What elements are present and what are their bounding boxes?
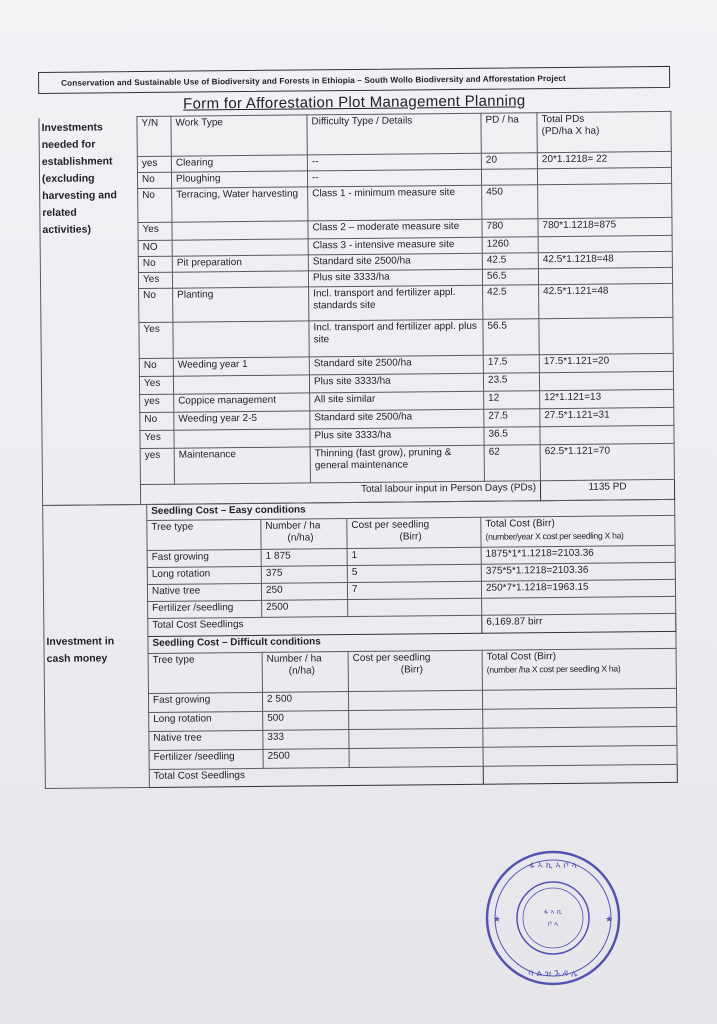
document-page <box>38 66 677 789</box>
cell-pd: 36.5 <box>484 427 540 446</box>
total-pds-sub: (PD/ha X ha) <box>541 125 600 138</box>
difficult-total-value <box>483 764 677 784</box>
cell-total <box>537 167 671 184</box>
easy-header-tree-type: Tree type <box>147 519 261 550</box>
header-line: (n/ha) <box>287 532 314 544</box>
cell-work: Planting <box>173 287 309 322</box>
cell-pd: 1260 <box>482 237 538 254</box>
cell-type: Long rotation <box>149 711 263 731</box>
difficult-conditions-title: Seedling Cost – Difficult conditions <box>148 631 676 653</box>
labour-total-label: Total labour input in Person Days (PDs) <box>140 481 540 505</box>
cell-total: 250*7*1.1218=1963.15 <box>481 579 675 598</box>
cell-pd: 17.5 <box>483 355 539 374</box>
cell-pd: 27.5 <box>484 409 540 428</box>
cell-detail: Incl. transport and fertilizer appl. plus site <box>309 319 483 357</box>
cell-pd: 20 <box>481 153 537 170</box>
cash-label-line: cash money <box>46 652 108 665</box>
header-pd-ha: PD / ha <box>481 113 537 154</box>
cell-total <box>540 425 674 444</box>
cell-pd: 780 <box>482 219 538 238</box>
left-label-line: establishment <box>41 154 113 168</box>
cell-work <box>173 375 309 394</box>
cell-total <box>539 317 673 354</box>
cell-total <box>482 596 676 615</box>
cell-work: Ploughing <box>171 171 307 188</box>
cell-pd: 62 <box>484 445 540 482</box>
header-total-pds <box>537 111 671 152</box>
cell-work: Coppice management <box>174 393 310 412</box>
header-work-type: Work Type <box>171 115 307 156</box>
difficult-header-total <box>482 648 676 690</box>
cell-cost <box>348 598 482 616</box>
header-line: Total Cost (Birr) <box>485 518 555 530</box>
project-title: Conservation and Sustainable Use of Biodiversity and Forests in Ethiopia – South Wollo Biodiversity and Afforestation Project <box>61 73 566 88</box>
cell-total <box>482 688 676 709</box>
cell-yn: No <box>140 412 174 430</box>
cell-pd <box>481 169 537 186</box>
cell-number: 333 <box>263 730 349 750</box>
cell-detail: Class 1 - minimum measure site <box>308 185 482 221</box>
cell-pd: 56.5 <box>482 269 538 286</box>
cell-yn: yes <box>140 394 174 412</box>
cell-work <box>172 221 308 240</box>
svg-text:ቦ ላ: ቦ ላ <box>547 920 559 928</box>
labour-table <box>38 111 675 506</box>
cell-detail: All site similar <box>310 391 484 411</box>
cell-number: 2500 <box>263 749 349 769</box>
cell-work <box>174 429 310 448</box>
cell-detail: Standard site 2500/ha <box>310 409 484 429</box>
header-line: Cost per seedling <box>351 519 430 532</box>
left-label-line: activities) <box>42 222 92 236</box>
header-line: (number/year X cost per seedling X ha) <box>485 530 624 542</box>
header-line: (Birr) <box>400 664 424 676</box>
cell-yn: NO <box>138 240 172 256</box>
cell-number: 1 875 <box>261 549 347 567</box>
cell-detail: Plus site 3333/ha <box>309 373 483 393</box>
cell-cost: 5 <box>347 564 481 582</box>
cell-total <box>483 707 677 728</box>
cell-work: Terracing, Water harvesting <box>172 187 308 222</box>
cell-pd: 450 <box>482 185 538 220</box>
cell-total <box>483 726 677 747</box>
difficult-header-number <box>262 652 348 693</box>
cell-number: 2 500 <box>262 692 348 712</box>
left-label-line: related <box>42 206 77 219</box>
left-label-line: needed for <box>41 137 96 151</box>
header-yn: Y/N <box>137 116 171 156</box>
cell-pd: 23.5 <box>483 373 539 392</box>
cell-pd: 42.5 <box>482 253 538 270</box>
cell-total <box>483 745 677 766</box>
header-line: (Birr) <box>399 531 422 543</box>
cell-type: Native tree <box>149 730 263 750</box>
cell-type: Fertilizer /seedling <box>148 600 262 618</box>
cell-yn: Yes <box>140 430 174 448</box>
investments-label <box>39 117 141 506</box>
cell-detail: Class 2 – moderate measure site <box>308 219 482 239</box>
cell-yn: No <box>139 358 173 376</box>
svg-text:ባ ል ዝ ጉ ዳ ሌ: ባ ል ዝ ጉ ዳ ሌ <box>528 969 578 979</box>
cell-detail: Plus site 3333/ha <box>310 427 484 447</box>
cell-cost: 1 <box>347 547 481 565</box>
cell-work: Maintenance <box>174 447 310 484</box>
cell-yn: Yes <box>138 272 172 288</box>
cell-total: 780*1.1218=875 <box>538 217 672 236</box>
cell-work <box>172 271 308 288</box>
cell-total <box>538 267 672 284</box>
left-label-line: Investments <box>41 120 103 134</box>
left-label-line: harvesting and <box>42 188 117 202</box>
cell-total: 12*1.121=13 <box>540 389 674 408</box>
cell-type: Long rotation <box>147 566 261 584</box>
cell-type: Native tree <box>147 583 261 601</box>
easy-header-total <box>481 515 675 547</box>
cell-total: 1875*1*1.1218=2103.36 <box>481 545 675 564</box>
svg-text:★: ★ <box>605 915 614 925</box>
cell-total: 42.5*1.121=48 <box>539 283 673 318</box>
cell-yn: yes <box>140 448 174 484</box>
cell-detail: Standard site 2500/ha <box>309 355 483 375</box>
cell-yn: No <box>139 288 173 322</box>
header-line: (n/ha) <box>288 665 315 677</box>
cell-work: Weeding year 2-5 <box>174 411 310 430</box>
cell-detail: -- <box>307 153 481 171</box>
cell-yn: Yes <box>139 376 173 394</box>
svg-text:ፋ ኣ ኪ ኣ ቦ ላ: ፋ ኣ ኪ ኣ ቦ ላ <box>529 861 577 871</box>
labour-total-value: 1135 PD <box>540 479 674 500</box>
left-label-line: (excluding <box>41 171 95 185</box>
cell-cost <box>349 728 483 748</box>
cell-work: Weeding year 1 <box>173 357 309 376</box>
svg-text:★: ★ <box>493 915 502 925</box>
cell-detail: Class 3 - intensive measure site <box>308 237 482 255</box>
cell-work: Clearing <box>171 155 307 172</box>
cell-pd: 42.5 <box>483 285 539 320</box>
form-title: Form for Afforestation Plot Management Planning <box>183 92 526 113</box>
cell-total: 27.5*1.121=31 <box>540 407 674 426</box>
cell-yn: Yes <box>139 322 173 358</box>
cell-number: 2500 <box>262 600 348 618</box>
header-line: Number / ha <box>266 653 322 665</box>
cell-detail: Standard site 2500/ha <box>308 253 482 271</box>
cell-pd: 56.5 <box>483 319 539 356</box>
cell-total: 20*1.1218= 22 <box>537 151 671 168</box>
cash-label-line: Investment in <box>46 635 115 648</box>
cell-work <box>172 239 308 256</box>
cell-total <box>538 183 672 218</box>
cell-cost <box>348 690 482 710</box>
cell-yn: No <box>138 256 172 272</box>
cell-yn: Yes <box>138 222 172 240</box>
cell-number: 250 <box>261 583 347 601</box>
header-line: Number / ha <box>265 520 321 532</box>
cell-pd: 12 <box>484 391 540 410</box>
cell-number: 375 <box>261 566 347 584</box>
svg-text:ፋ ኣ ኪ: ፋ ኣ ኪ <box>543 908 563 916</box>
difficult-header-tree-type: Tree type <box>148 652 262 693</box>
cell-cost: 7 <box>347 581 481 599</box>
cell-detail: Plus site 3333/ha <box>308 269 482 287</box>
cell-yn: No <box>137 172 171 188</box>
cell-work <box>173 321 309 358</box>
header-line: Total Cost (Birr) <box>486 651 557 663</box>
cell-work: Pit preparation <box>172 255 308 272</box>
cell-total: 375*5*1.1218=2103.36 <box>481 562 675 581</box>
cell-total: 62.5*1.121=70 <box>540 443 674 480</box>
header-line: (number /ha X cost per seedling X ha) <box>486 663 621 675</box>
easy-header-cost <box>347 517 481 548</box>
cell-yn: yes <box>137 156 171 172</box>
official-seal-stamp <box>483 848 623 988</box>
cell-type: Fast growing <box>147 549 261 567</box>
cell-detail: Incl. transport and fertilizer appl. standards site <box>309 285 483 321</box>
cell-type: Fast growing <box>148 692 262 712</box>
cell-cost <box>349 709 483 729</box>
cell-total: 42.5*1.1218=48 <box>538 251 672 268</box>
cell-total <box>539 371 673 390</box>
header-difficulty: Difficulty Type / Details <box>307 113 481 155</box>
project-banner <box>38 66 670 94</box>
easy-total-label: Total Cost Seedlings <box>148 615 482 636</box>
easy-header-number <box>261 519 347 550</box>
cell-total <box>538 235 672 252</box>
cell-cost <box>349 747 483 767</box>
easy-total-value: 6,169.87 birr <box>482 613 676 633</box>
cell-number: 500 <box>263 711 349 731</box>
cell-type: Fertilizer /seedling <box>149 749 263 769</box>
easy-conditions-title: Seedling Cost – Easy conditions <box>147 499 675 520</box>
cell-detail: Thinning (fast grow), pruning & general maintenance <box>310 445 484 483</box>
cell-yn: No <box>138 188 172 222</box>
cell-detail: -- <box>307 169 481 187</box>
total-pds-title: Total PDs <box>541 113 585 126</box>
cell-total: 17.5*1.121=20 <box>539 353 673 372</box>
seedling-cost-table <box>42 499 678 789</box>
difficult-total-label: Total Cost Seedlings <box>149 766 483 787</box>
difficult-header-cost <box>348 650 482 691</box>
header-line: Cost per seedling <box>352 652 431 665</box>
cash-investment-label <box>43 504 150 788</box>
